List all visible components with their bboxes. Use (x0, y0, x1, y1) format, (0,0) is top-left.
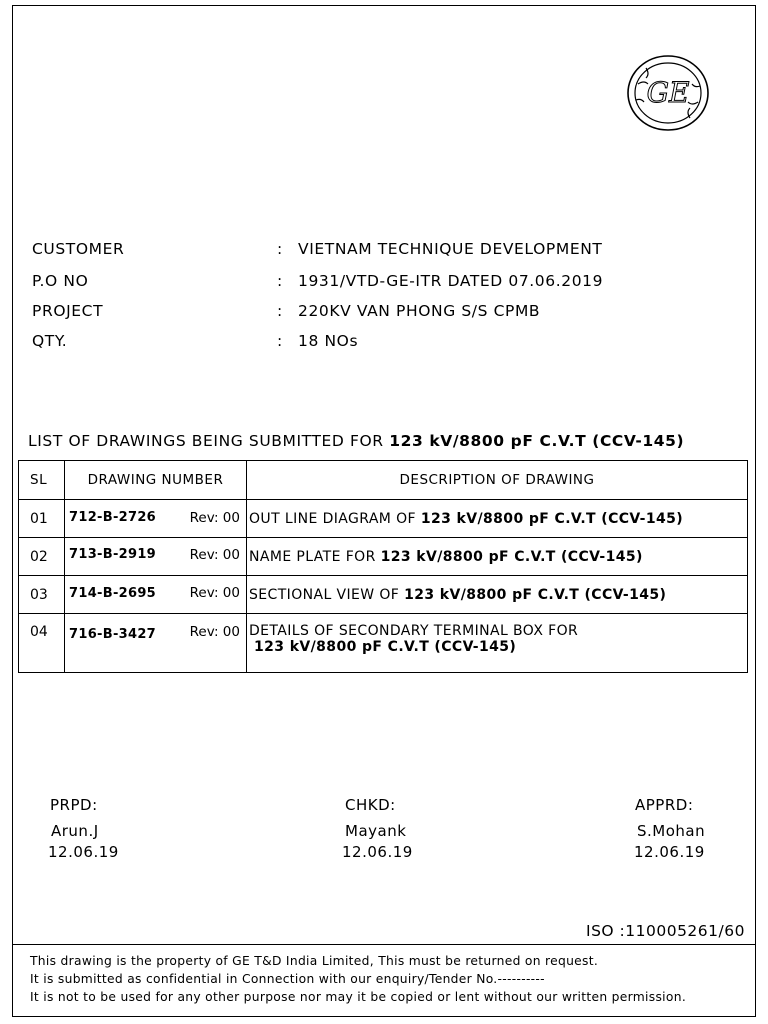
svg-text:GE: GE (646, 76, 690, 109)
drawing-number: 713-B-2919 (69, 547, 157, 562)
project-label: PROJECT (32, 302, 104, 320)
row-description (247, 538, 748, 576)
checked-name: Mayank (345, 822, 407, 840)
qty-value: 18 NOs (298, 332, 359, 350)
separator: : (277, 240, 283, 258)
row-drawing-number-cell (65, 576, 247, 614)
approved-name: S.Mohan (637, 822, 706, 840)
separator: : (277, 272, 283, 290)
customer-value: VIETNAM TECHNIQUE DEVELOPMENT (298, 240, 603, 258)
revision: Rev: 00 (189, 547, 240, 563)
drawing-number: 714-B-2695 (69, 586, 157, 601)
table-header-row (19, 461, 748, 500)
po-label: P.O NO (32, 272, 89, 290)
description-text: DETAILS OF SECONDARY TERMINAL BOX FOR (249, 623, 579, 639)
iso-number: ISO :110005261/60 (586, 922, 745, 940)
row-description (247, 500, 748, 538)
drawings-table (18, 460, 748, 673)
row-description (247, 576, 748, 614)
revision: Rev: 00 (189, 510, 240, 526)
qty-label: QTY. (32, 332, 68, 350)
description-text: OUT LINE DIAGRAM OF (249, 510, 416, 527)
approved-label: APPRD: (635, 796, 694, 814)
revision: Rev: 00 (189, 624, 240, 640)
table-row (19, 576, 748, 614)
footer-line-3: It is not to be used for any other purpose nor may it be copied or lent without our written permission. (30, 990, 687, 1004)
col-header-description: DESCRIPTION OF DRAWING (247, 461, 748, 500)
description-product: 123 kV/8800 pF C.V.T (CCV-145) (404, 586, 667, 603)
checked-label: CHKD: (345, 796, 396, 814)
drawing-number: 716-B-3427 (69, 627, 157, 642)
description-product: 123 kV/8800 pF C.V.T (CCV-145) (254, 639, 517, 655)
list-title (28, 432, 684, 450)
separator: : (277, 302, 283, 320)
description-text: SECTIONAL VIEW OF (249, 586, 400, 603)
project-value: 220KV VAN PHONG S/S CPMB (298, 302, 541, 320)
table-row (19, 500, 748, 538)
col-header-drawing-number: DRAWING NUMBER (65, 461, 247, 500)
col-header-sl: SL (19, 461, 65, 500)
drawing-number: 712-B-2726 (69, 510, 157, 525)
approved-date: 12.06.19 (634, 843, 705, 861)
row-drawing-number-cell (65, 500, 247, 538)
revision: Rev: 00 (189, 585, 240, 601)
description-product: 123 kV/8800 pF C.V.T (CCV-145) (420, 510, 684, 527)
description-product: 123 kV/8800 pF C.V.T (CCV-145) (380, 548, 643, 565)
prepared-name: Arun.J (51, 822, 99, 840)
list-title-prefix: LIST OF DRAWINGS BEING SUBMITTED FOR (28, 432, 384, 450)
customer-label: CUSTOMER (32, 240, 125, 258)
footer-line-2: It is submitted as confidential in Connection with our enquiry/Tender No.---------- (30, 972, 545, 986)
row-sl: 03 (19, 576, 65, 614)
table-row (19, 538, 748, 576)
prepared-label: PRPD: (50, 796, 98, 814)
checked-date: 12.06.19 (342, 843, 413, 861)
list-title-product: 123 kV/8800 pF C.V.T (CCV-145) (389, 432, 685, 450)
row-sl: 02 (19, 538, 65, 576)
footer-divider (12, 944, 756, 945)
footer-line-1: This drawing is the property of GE T&D India Limited, This must be returned on request. (30, 954, 599, 968)
row-sl: 01 (19, 500, 65, 538)
po-value: 1931/VTD-GE-ITR DATED 07.06.2019 (298, 272, 604, 290)
row-sl: 04 (19, 614, 65, 673)
separator: : (277, 332, 283, 350)
ge-monogram-logo (626, 54, 710, 132)
row-description (247, 614, 748, 673)
prepared-date: 12.06.19 (48, 843, 119, 861)
table-row (19, 614, 748, 673)
row-drawing-number-cell (65, 614, 247, 673)
description-text: NAME PLATE FOR (249, 548, 376, 565)
row-drawing-number-cell (65, 538, 247, 576)
